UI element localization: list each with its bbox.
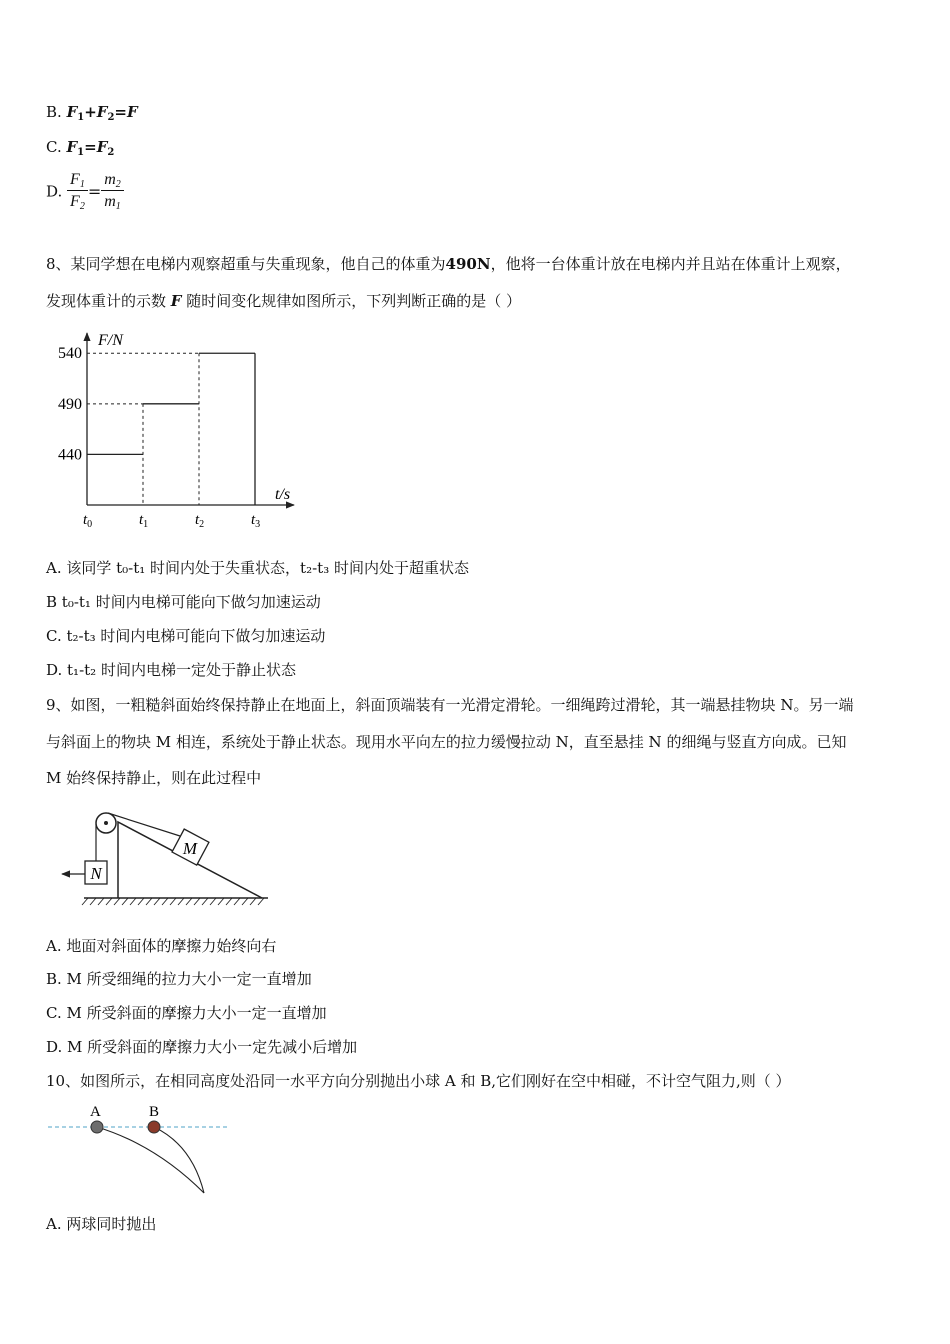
x-tick-label: $t_0$ [83,512,93,530]
q8-option-d: D. t₁-t₂ 时间内电梯一定处于静止状态 [46,661,296,679]
q10-option-a: A. 两球同时抛出 [46,1215,157,1233]
trajectory-a [97,1127,204,1193]
q9-option-a: A. 地面对斜面体的摩擦力始终向右 [46,937,277,955]
projectile-figure [46,1100,246,1200]
y-axis-label: F/N [98,332,123,349]
y-tick-label: 540 [58,345,82,363]
q7-option-c: C. $F_1=F_2$ [46,138,115,158]
trajectory-b [154,1127,204,1193]
incline-pulley-figure [56,806,276,916]
q7-option-d: D. $\frac{F_1}{F_2}$ = $\frac{m_2}{m_1}$ [46,170,124,213]
x-tick-label: $t_2$ [195,512,205,530]
rope-to-m [108,813,180,836]
ball-a [91,1121,103,1133]
y-tick-label: 440 [58,446,82,464]
q8-option-b: B t₀-t₁ 时间内电梯可能向下做匀加速运动 [46,593,321,611]
x-tick-label: $t_3$ [251,512,261,530]
block-n-label: N [90,864,102,883]
block-m-label: M [182,839,198,858]
q9-stem-line2: 与斜面上的物块 M 相连，系统处于静止状态。现用水平向左的拉力缓慢拉动 N，直至悬挂 N 的细绳与竖直方向成。已知 [46,733,847,751]
q9-option-c: C. M 所受斜面的摩擦力大小一定一直增加 [46,1004,327,1022]
pulley-axle [104,821,108,825]
q8-stem-line1: 8、某同学想在电梯内观察超重与失重现象，他自己的体重为490N，他将一台体重计放在电梯内并且站在体重计上观察， [46,255,851,273]
ball-a-label: A [90,1104,101,1120]
q10-stem: 10、如图所示，在相同高度处沿同一水平方向分别抛出小球 A 和 B,它们刚好在空中相碰，不计空气阻力,则（ ） [46,1072,791,1090]
q8-option-a: A. 该同学 t₀-t₁ 时间内处于失重状态，t₂-t₃ 时间内处于超重状态 [46,559,469,577]
ground-hatching [82,898,264,905]
q8-stem-line2: 发现体重计的示数 F 随时间变化规律如图所示，下列判断正确的是（ ） [46,292,522,310]
ball-b-label: B [149,1104,160,1120]
force-time-chart [46,325,306,535]
q7-option-b: B. $F_1+F_2=F$ [46,103,138,123]
ball-b [148,1121,160,1133]
q9-option-b: B. M 所受细绳的拉力大小一定一直增加 [46,970,312,988]
fraction-m2-over-m1: $\frac{m_2}{m_1}$ [101,170,124,213]
q8-option-c: C. t₂-t₃ 时间内电梯可能向下做匀加速运动 [46,627,326,645]
q9-option-d: D. M 所受斜面的摩擦力大小一定先减小后增加 [46,1038,358,1056]
x-tick-label: $t_1$ [139,512,149,530]
q9-stem-line3: M 始终保持静止，则在此过程中 [46,769,262,787]
y-tick-label: 490 [58,395,82,413]
fraction-f1-over-f2: $\frac{F_1}{F_2}$ [67,170,88,213]
x-axis-label: t/s [275,486,291,503]
q9-stem-line1: 9、如图，一粗糙斜面始终保持静止在地面上，斜面顶端装有一光滑定滑轮。一细绳跨过滑轮，其一端悬挂物块 N。另一端 [46,696,854,714]
